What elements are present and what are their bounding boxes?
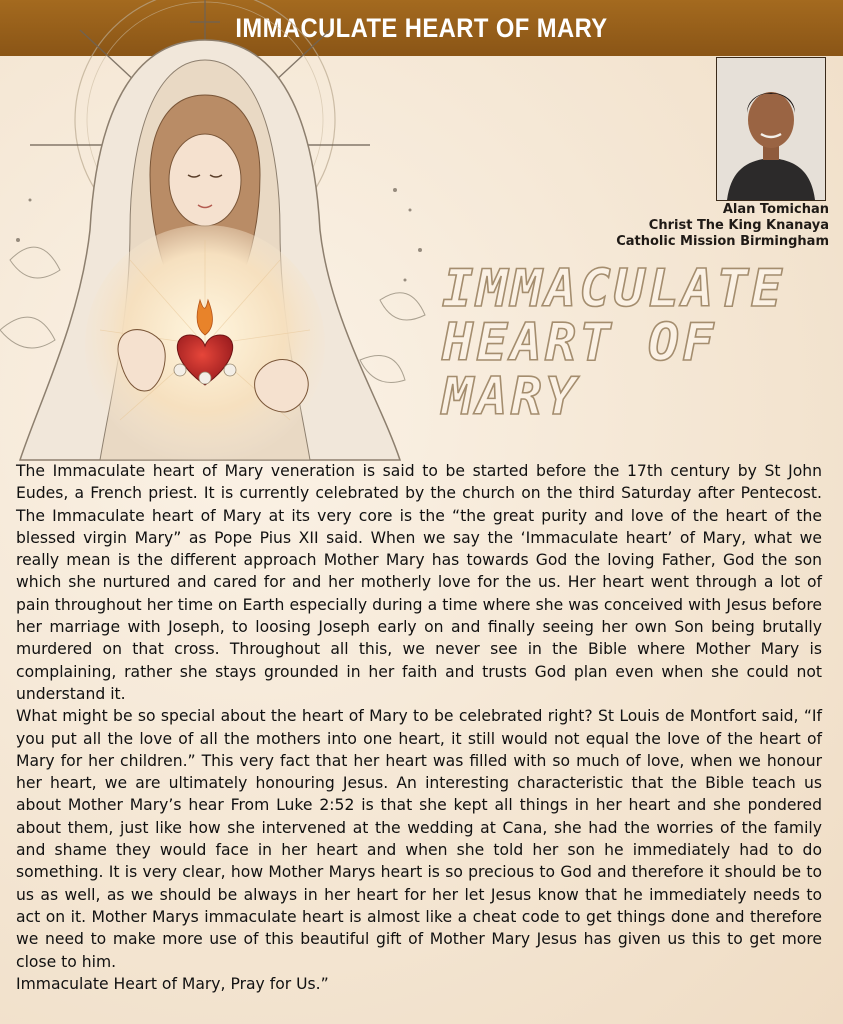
virgin-mary-illustration xyxy=(0,0,440,470)
banner-title: IMMACULATE HEART OF MARY xyxy=(235,12,608,43)
author-byline xyxy=(616,202,829,250)
article-body xyxy=(16,460,822,995)
author-name: Alan Tomichan xyxy=(722,202,829,217)
article-closing: Immaculate Heart of Mary, Pray for Us.” xyxy=(16,974,329,993)
author-affiliation-1: Christ The King Knanaya xyxy=(648,218,829,233)
author-photo xyxy=(716,57,826,201)
article-paragraph-2: What might be so special about the heart of Mary to be celebrated right? St Louis de Montfort said, “If you put all the love of all the mothers into one heart, it still would not equal the love of the heart of Mary for her children.” This very fact that her heart was filled with so much of love, when we honour her heart, we are ultimately honouring Jesus. An interesting characteristic that the Bible teach us about Mother Mary’s hear From Luke 2:52 is that she kept all things in her heart and she pondered about them, just like how she intervened at the wedding at Cana, she had the worries of the family and shame they would face in her heart and when she told her son he immediately had to do something. It is very clear, how Mother Marys heart is so precious to God and therefore it should be to us as well, as we should be always in her heart for her let Jesus know that he immediately needs to act on it. Mother Marys immaculate heart is almost like a cheat code to get things done and therefore we need to make more use of this beautiful gift of Mother Mary Jesus has given us this to get more close to him. xyxy=(16,707,822,971)
feature-title-line-1: IMMACULATE xyxy=(442,259,786,319)
author-affiliation-2: Catholic Mission Birmingham xyxy=(616,234,829,249)
feature-title xyxy=(442,259,832,427)
article-paragraph-1: The Immaculate heart of Mary veneration is said to be started before the 17th century by St John Eudes, a French priest. It is currently celebrated by the church on the third Saturday after Pentecost. The Immaculate heart of Mary at its very core is the “the great purity and love of the heart of the blessed virgin Mary” as Pope Pius XII said. When we say the ‘Immaculate heart’ of Mary, what we really mean is the different approach Mother Mary has towards God the loving Father, God the son which she nurtured and cared for and her motherly love for the us. Her heart went through a lot of pain throughout her time on Earth especially during a time where she was conceived with Jesus before her marriage with Joseph, to loosing Joseph early on and finally seeing her own Son being brutally murdered on that cross. Throughout all this, we never see in the Bible where Mother Mary is complaining, rather she stays grounded in her faith and trusts God plan even when she could not understand it. xyxy=(16,462,822,703)
feature-title-line-2: HEART OF xyxy=(442,313,717,373)
feature-title-line-3: MARY xyxy=(442,367,580,427)
portrait-icon xyxy=(717,58,825,200)
